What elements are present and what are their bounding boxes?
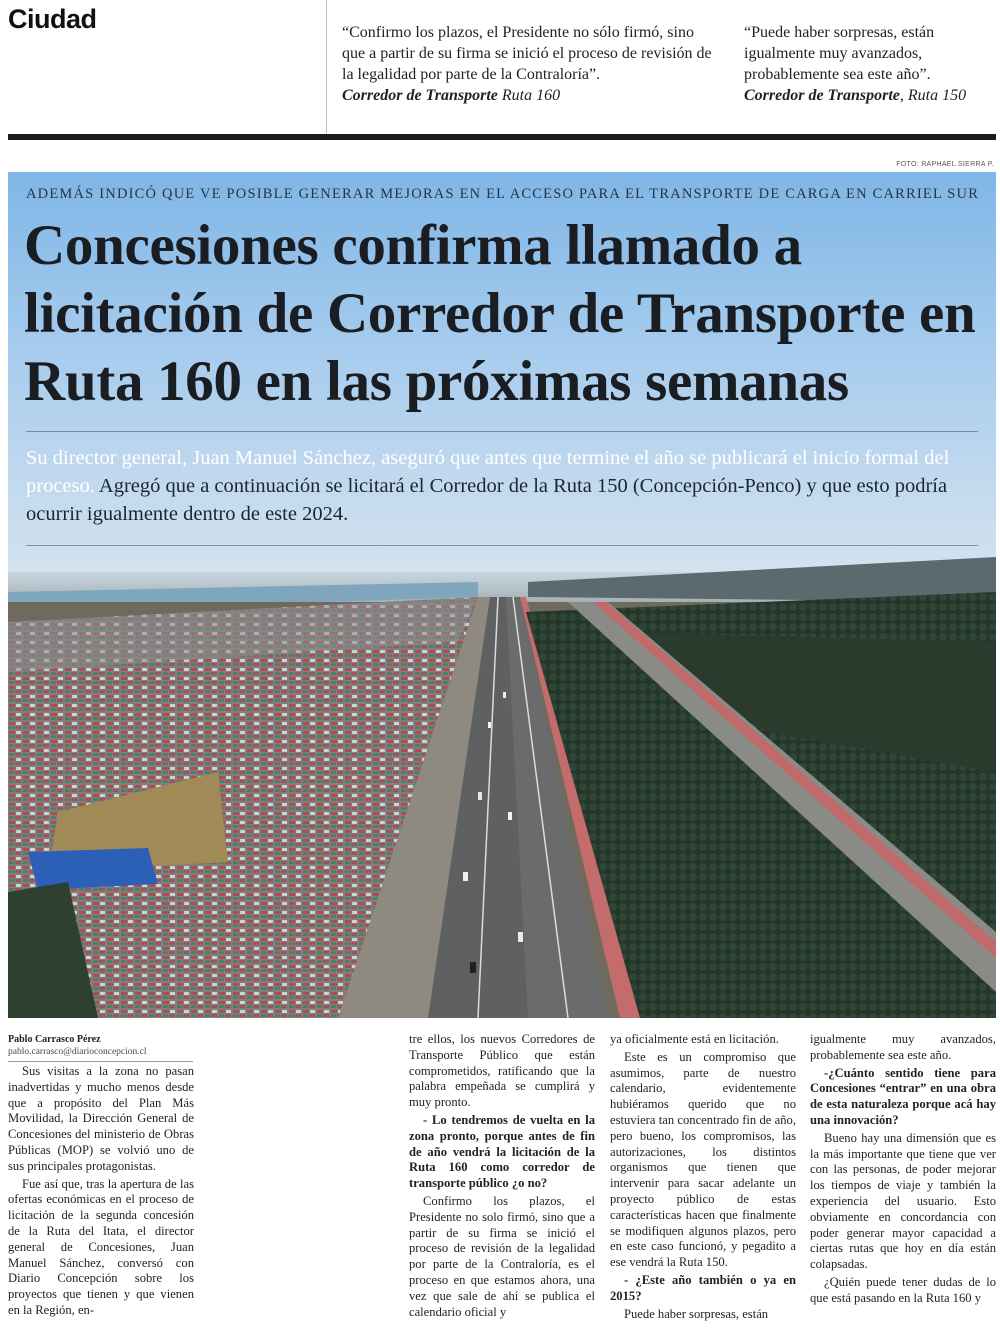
interview-question: - ¿Este año también o ya en 2015?	[610, 1272, 796, 1303]
author-email: pablo.carrasco@diarioconcepcion.cl	[8, 1046, 193, 1062]
interview-question: -¿Cuánto sentido tiene para Concesiones “entrar” en una obra de esta naturaleza porque acá hay una innovación?	[810, 1065, 996, 1127]
headline-part: de Corredor de Transporte en	[242, 282, 976, 345]
pull-quote-text: “Puede haber sorpresas, están igualmente muy avanzados, probablemente sea este año”.	[744, 24, 935, 83]
headline-part: en las próximas semanas	[241, 350, 849, 413]
header-divider	[326, 0, 327, 134]
body-paragraph: Sus visitas a la zona no pasan inadvertidas y mucho menos desde que a propósito del Plan Más Movilidad, la Dirección General de Concesiones del ministerio de Obras Públicas (MOP) se volvió uno de sus principales protagonistas.	[8, 1064, 194, 1173]
body-paragraph: ¿Quién puede tener dudas de lo que está pasando en la Ruta 160 y	[810, 1274, 996, 1305]
body-paragraph: igualmente muy avanzados, probablemente sea este año.	[810, 1032, 996, 1062]
body-paragraph: Fue así que, tras la apertura de las ofertas económicas en el proceso de licitación de la segunda concesión de la Ruta del Itata, el director general de Concesiones, Juan Manuel Sánchez, conversó con Diario Concepción sobre los proyectos que tienen y que vienen en la Región, en-	[8, 1176, 194, 1317]
attribution-bold: Corredor de Transporte	[744, 87, 900, 104]
attribution-route: Ruta 160	[497, 87, 561, 104]
body-column-3	[610, 1032, 796, 1324]
attribution-route: , Ruta 150	[899, 87, 967, 104]
deck-rule-top	[26, 431, 978, 432]
section-label: Ciudad	[8, 4, 97, 34]
kicker: ADEMÁS INDICÓ QUE VE POSIBLE GENERAR MEJORAS EN EL ACCESO PARA EL TRANSPORTE DE CARGA EN CARRIEL SUR	[26, 186, 980, 202]
deck-rule-bottom	[26, 545, 978, 546]
body-column-1	[8, 1064, 194, 1321]
deck-lead: Su director general, Juan Manuel Sánchez, aseguró que antes que termine el año se publicará el inicio formal del proceso.	[26, 447, 950, 497]
headline-bold: llamado a licitación	[24, 214, 802, 345]
body-paragraph: Bueno hay una dimensión que es la más importante que tiene que ver con las personas, de poder mejorar los tiempos de viaje y también la experiencia del usuario. Esto obviamente en concordancia con poder generar mayor capacidad a ciertas rutas que hoy en día están colapsadas.	[810, 1130, 996, 1272]
header-rule	[8, 134, 996, 140]
attribution-bold: Corredor de Transporte	[342, 87, 498, 104]
pull-quote-text: “Confirmo los plazos, el Presidente no sólo firmó, sino que a partir de su firma se inició el proceso de revisión de la legalidad por parte de la Contraloría”.	[342, 24, 712, 83]
hero-photo	[8, 172, 996, 1018]
headline-bold: Ruta 160	[24, 350, 242, 413]
pull-quote-ruta-150	[744, 22, 996, 106]
body-paragraph: tre ellos, los nuevos Corredores de Transporte Público que están comprometidos, ratificando que la palabra empeñada se cumplirá y muy pronto.	[409, 1032, 595, 1110]
headline	[24, 212, 994, 416]
body-paragraph: Este es un compromiso que asumimos, parte de nuestro calendario, evidentemente hubiéramos querido que no estuviera tan concentrado fin de año, pero bueno, los compromisos, las autorizaciones, los distintos organismos que tienen que intervenir para sacar adelante un proyecto público de estas características hacen que finalmente se modifiquen algunos plazos, pero en este caso funcionó, y pegadito a ese vendrá la Ruta 150.	[610, 1049, 796, 1270]
byline	[8, 1033, 193, 1062]
photo-credit: FOTO: RAPHAEL SIERRA P.	[896, 161, 994, 168]
deck-rest: Agregó que a continuación se licitará el Corredor de la Ruta 150 (Concepción-Penco) y que esto podría ocurrir igualmente dentro de este 2024.	[26, 475, 948, 525]
author-name: Pablo Carrasco Pérez	[8, 1034, 101, 1045]
body-paragraph: Confirmo los plazos, el Presidente no solo firmó, sino que a partir de su firma se inició el proceso de revisión de la legalidad por parte de la Contraloría, es el proceso en que estamos ahora, una vez que sale de ahí se publica el calendario oficial y	[409, 1193, 595, 1319]
interview-question: - Lo tendremos de vuelta en la zona pronto, porque antes de fin de año vendrá la licitación de la Ruta 160 como corredor de transporte público ¿o no?	[409, 1112, 595, 1191]
pull-quote-attribution	[744, 85, 996, 106]
body-paragraph: ya oficialmente está en licitación.	[610, 1032, 779, 1046]
pull-quote-attribution	[342, 85, 712, 106]
headline-part: Concesiones confirma	[24, 214, 566, 277]
body-column-2	[409, 1032, 595, 1322]
pull-quote-ruta-160	[342, 22, 712, 106]
body-paragraph: Puede haber sorpresas, están	[624, 1306, 769, 1321]
body-column-4	[810, 1032, 996, 1309]
deck	[26, 444, 981, 528]
